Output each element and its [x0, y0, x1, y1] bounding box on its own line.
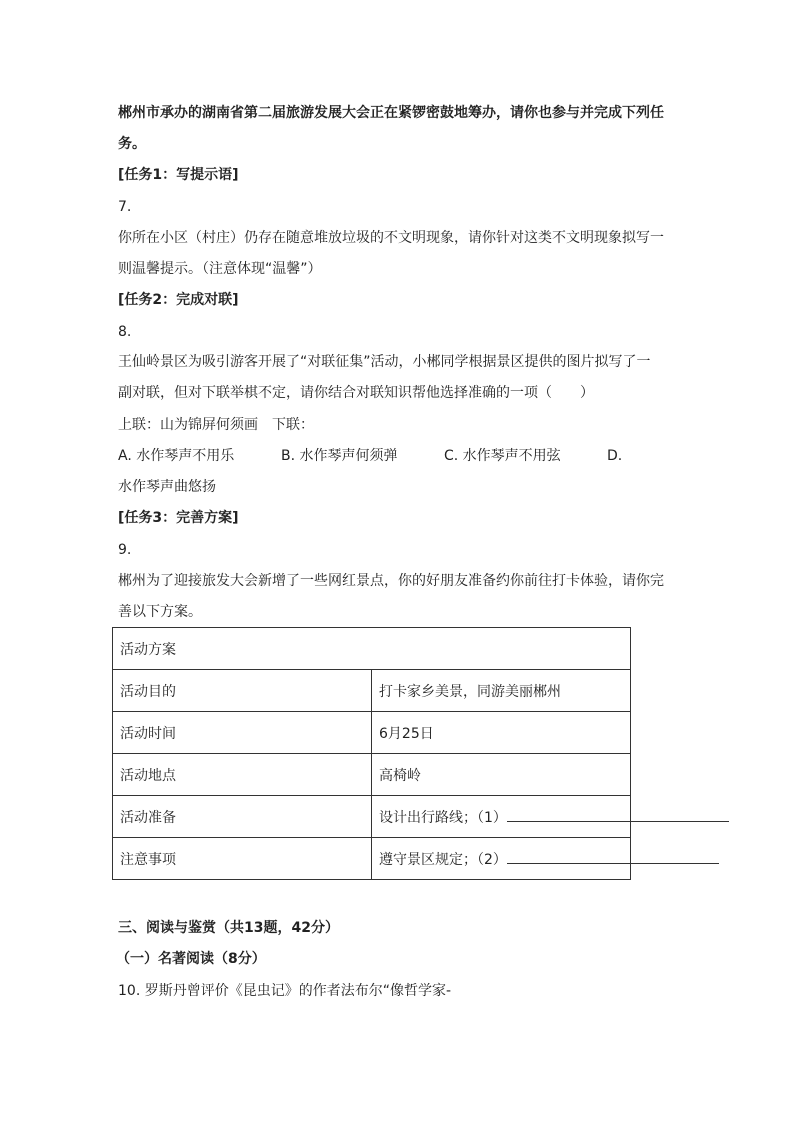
- table-row: [113, 754, 631, 796]
- table-row: [113, 670, 631, 712]
- question-8-number: 8.: [118, 324, 132, 340]
- row-value: 打卡家乡美景，同游美丽郴州: [372, 670, 631, 712]
- option-d-text: 水作琴声曲悠扬: [118, 479, 216, 495]
- row-value: 设计出行路线；（1）: [379, 809, 507, 826]
- intro-line-2: 务。: [118, 136, 146, 152]
- option-c: C. 水作琴声不用弦: [444, 448, 561, 464]
- row-label: 注意事项: [113, 838, 372, 880]
- row-label: 活动目的: [113, 670, 372, 712]
- table-row: [113, 712, 631, 754]
- question-7-number: 7.: [118, 199, 132, 215]
- row-label: 活动准备: [113, 796, 372, 838]
- subsection-heading: （一）名著阅读（8分）: [116, 951, 266, 967]
- answer-blank-2[interactable]: [507, 849, 719, 864]
- option-b: B. 水作琴声何须弹: [281, 448, 398, 464]
- row-value-with-blank: [372, 796, 631, 838]
- option-d-label: D.: [607, 448, 623, 464]
- option-a: A. 水作琴声不用乐: [118, 448, 235, 464]
- question-9-text-line-2: 善以下方案。: [118, 604, 202, 620]
- question-7-text-line-2: 则温馨提示。（注意体现“温馨”）: [118, 261, 322, 277]
- question-8-text-line-2: 副对联，但对下联举棋不定，请你结合对联知识帮他选择准确的一项（ ）: [118, 385, 594, 401]
- activity-plan-table: [112, 627, 631, 880]
- question-9-text-line-1: 郴州为了迎接旅发大会新增了一些网红景点，你的好朋友准备约你前往打卡体验，请你完: [118, 573, 664, 589]
- row-label: 活动地点: [113, 754, 372, 796]
- table-title-row: [113, 628, 631, 670]
- row-value: 遵守景区规定；（2）: [379, 851, 507, 868]
- section-3-heading: 三、阅读与鉴赏（共13题，42分）: [118, 920, 339, 936]
- table-row: [113, 796, 631, 838]
- answer-blank-1[interactable]: [507, 807, 729, 822]
- row-label: 活动时间: [113, 712, 372, 754]
- table-title: 活动方案: [113, 628, 631, 670]
- table-row: [113, 838, 631, 880]
- row-value-with-blank: [372, 838, 631, 880]
- task3-heading: [任务3：完善方案]: [118, 510, 239, 526]
- question-9-number: 9.: [118, 542, 132, 558]
- task2-heading: [任务2：完成对联]: [118, 292, 239, 308]
- question-7-text-line-1: 你所在小区（村庄）仍存在随意堆放垃圾的不文明现象，请你针对这类不文明现象拟写一: [118, 230, 664, 246]
- couplet-line: 上联：山为锦屏何须画 下联：: [118, 417, 314, 433]
- task1-heading: [任务1：写提示语]: [118, 167, 239, 183]
- intro-line-1: 郴州市承办的湖南省第二届旅游发展大会正在紧锣密鼓地筹办，请你也参与并完成下列任: [118, 105, 664, 121]
- row-value: 6月25日: [372, 712, 631, 754]
- row-value: 高椅岭: [372, 754, 631, 796]
- question-10-text: 10. 罗斯丹曾评价《昆虫记》的作者法布尔“像哲学家-: [118, 983, 452, 999]
- question-8-text-line-1: 王仙岭景区为吸引游客开展了“对联征集”活动，小郴同学根据景区提供的图片拟写了一: [118, 354, 651, 370]
